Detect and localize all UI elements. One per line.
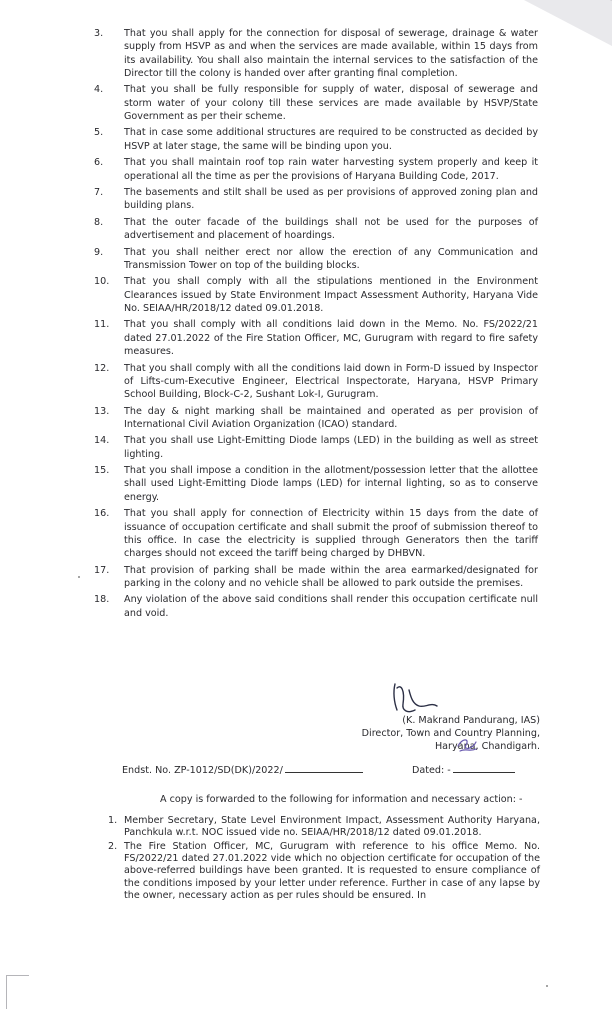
signatory-name: (K. Makrand Pandurang, IAS) <box>402 715 540 726</box>
condition-item-number: 10. <box>94 276 110 288</box>
condition-item <box>94 464 538 504</box>
copy-list <box>108 815 540 903</box>
condition-item-number: 13. <box>94 405 110 417</box>
copy-item-number: 2. <box>108 840 118 852</box>
condition-item-text: That you shall comply with all conditions laid down in the Memo. No. FS/2022/21 dated 27.01.2022 of the Fire Station Officer, MC, Gurugram with regard to fire safety measures. <box>124 319 538 358</box>
condition-item-number: 11. <box>94 319 110 331</box>
condition-item <box>94 275 538 315</box>
signatory-place: Haryana, Chandigarh. <box>434 741 540 752</box>
endorsement-date <box>412 765 515 776</box>
conditions-list <box>94 27 538 623</box>
signatory-block <box>300 714 540 753</box>
condition-item-text: That the outer facade of the buildings shall not be used for the purposes of advertisement and placement of hoardings. <box>124 216 538 242</box>
condition-item-number: 16. <box>94 508 110 520</box>
condition-item-text: That you shall use Light-Emitting Diode lamps (LED) in the building as well as street lighting. <box>124 435 538 460</box>
dated-blank-line <box>453 772 515 773</box>
speck <box>546 985 548 987</box>
condition-item <box>94 318 538 358</box>
forward-text: A copy is forwarded to the following for information and necessary action: - <box>160 794 523 805</box>
condition-item-text: That you shall maintain roof top rain water harvesting system properly and keep it operational all the time as per the provisions of Haryana Building Code, 2017. <box>124 157 538 182</box>
condition-item-number: 3. <box>94 28 104 39</box>
condition-item-text: That you shall impose a condition in the allotment/possession letter that the allottee shall used Light-Emitting Diode lamps (LED) for internal lighting, so as to conserve energy. <box>124 465 538 503</box>
condition-item <box>94 246 538 273</box>
condition-item-number: 17. <box>94 564 110 576</box>
condition-item-number: 5. <box>94 127 104 139</box>
condition-item-number: 8. <box>94 216 104 228</box>
condition-item <box>94 83 538 123</box>
condition-item-text: That provision of parking shall be made within the area earmarked/designated for parking in the colony and no vehicle shall be allowed to park outside the premises. <box>124 564 538 589</box>
condition-item <box>94 216 538 243</box>
condition-item-text: That you shall apply for the connection for disposal of sewerage, drainage & water supply from HSVP as and when the services are made available, within 15 days from its availability. You shall also maintain the internal services to the satisfaction of the Director till the colony is handed over after granting final completion. <box>124 28 538 79</box>
condition-item-number: 14. <box>94 435 110 447</box>
copy-item <box>108 841 540 902</box>
signature <box>385 680 445 718</box>
condition-item-number: 12. <box>94 362 110 374</box>
copy-item-number: 1. <box>108 815 118 826</box>
condition-item <box>94 362 538 402</box>
condition-item-text: Any violation of the above said conditions shall render this occupation certificate null and void. <box>124 594 538 619</box>
speck <box>78 576 80 578</box>
endorsement-text: Endst. No. ZP-1012/SD(DK)/2022/ <box>122 765 283 776</box>
copy-item-text: Member Secretary, State Level Environment Impact, Assessment Authority Haryana, Panchkula w.r.t. NOC issued vide no. SEIAA/HR/2018/12 dated 09.01.2018. <box>124 815 540 839</box>
initials <box>456 736 478 754</box>
condition-item-text: That you shall comply with all the conditions laid down in Form-D issued by Inspector of Lifts-cum-Executive Engineer, Electrical Inspectorate, Haryana, HSVP Primary School Building, Block-C-2, Sushant Lok-I, Gurugram. <box>124 362 538 401</box>
condition-item <box>94 186 538 213</box>
copy-item-text: The Fire Station Officer, MC, Gurugram with reference to his office Memo. No. FS/2022/21 dated 27.01.2022 vide which no objection certificate for occupation of the above-referred buildings have been granted. It is requested to ensure compliance of the conditions imposed by your letter under reference. Further in case of any lapse by the owner, necessary action as per rules should be ensured. In <box>124 840 540 901</box>
endorsement-blank-line <box>285 772 363 773</box>
condition-item <box>94 593 538 620</box>
condition-item-number: 9. <box>94 246 104 258</box>
condition-item-text: That you shall comply with all the stipulations mentioned in the Environment Clearances issued by State Environment Impact Assessment Authority, Haryana Vide No. SEIAA/HR/2018/12 dated 09.01.2018. <box>124 276 538 314</box>
condition-item-text: That in case some additional structures are required to be constructed as decided by HSVP at later stage, the same will be binding upon you. <box>124 127 538 152</box>
condition-item-text: That you shall neither erect nor allow the erection of any Communication and Transmission Tower on top of the building blocks. <box>124 246 538 271</box>
condition-item <box>94 156 538 183</box>
page-edge-mark <box>6 975 29 1009</box>
endorsement-number <box>122 765 363 776</box>
condition-item <box>94 507 538 560</box>
condition-item <box>94 126 538 153</box>
condition-item <box>94 564 538 591</box>
condition-item-text: The day & night marking shall be maintained and operated as per provision of International Civil Aviation Organization (ICAO) standard. <box>124 405 538 430</box>
copy-item <box>108 815 540 839</box>
dated-label: Dated: - <box>412 765 451 776</box>
condition-item-number: 7. <box>94 187 104 199</box>
condition-item-number: 18. <box>94 594 110 606</box>
condition-item-text: That you shall apply for connection of Electricity within 15 days from the date of issuance of occupation certificate and shall submit the proof of submission thereof to this office. In case the electricity is supplied through Generators then the tariff charges should not exceed the tariff being charged by DHBVN. <box>124 508 538 560</box>
signatory-title: Director, Town and Country Planning, <box>361 728 540 739</box>
condition-item <box>94 27 538 80</box>
condition-item-text: That you shall be fully responsible for supply of water, disposal of sewerage and storm water of your colony till these services are made available by HSVP/State Government as per their scheme. <box>124 84 538 122</box>
condition-item <box>94 405 538 432</box>
condition-item-number: 4. <box>94 84 104 96</box>
condition-item-number: 6. <box>94 157 104 169</box>
condition-item-number: 15. <box>94 465 110 477</box>
condition-item <box>94 434 538 461</box>
condition-item-text: The basements and stilt shall be used as per provisions of approved zoning plan and building plans. <box>124 187 538 212</box>
